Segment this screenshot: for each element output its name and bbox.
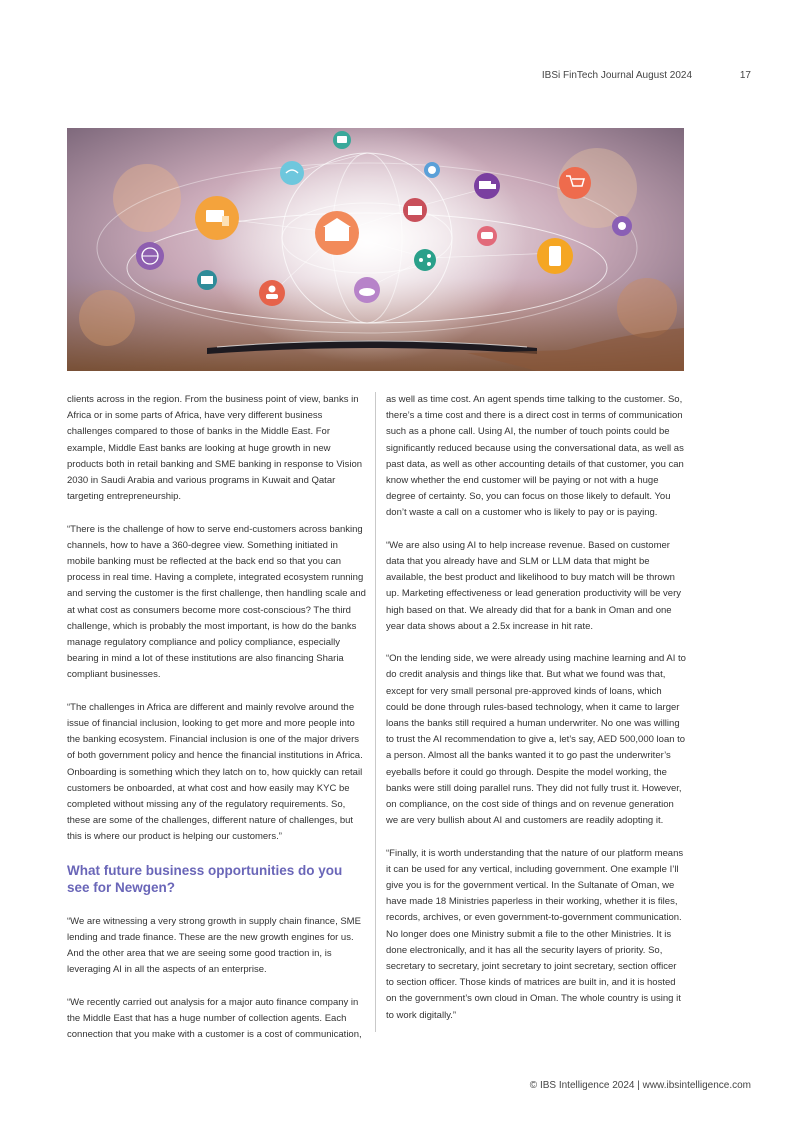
- cloud-icon: [354, 277, 380, 303]
- page-number: 17: [739, 70, 751, 81]
- column-divider: [375, 392, 376, 1032]
- devices-icon: [195, 196, 239, 240]
- chat-icon: [477, 226, 497, 246]
- journal-title: IBSi FinTech Journal August 2024: [541, 70, 692, 81]
- page-header: [0, 70, 800, 84]
- globe-icon: [136, 242, 164, 270]
- user-icon: [259, 280, 285, 306]
- cart-icon: [559, 167, 591, 199]
- paragraph: “There is the challenge of how to serve end-customers across banking channels, how to have a 360-degree view. Something initiated in mobile banking must be reflected at the back end so that you can process in real time. Having a complete, integrated ecosystem running and serving the customer is the first challenge, then handling scale and at what cost as consumers become more cost-conscious? The third challenge, which is probably the most important, is how do the banks manage regulatory compliance and policy compliance, especially bearing in mind a lot of these institutions are also financing Sharia compliant businesses.: [67, 523, 366, 681]
- bank-icon: [315, 211, 359, 255]
- paragraph: “On the lending side, we were already using machine learning and AI to do credit analysis and things like that. But what we found was that, except for very small personal pre-approved kinds of loans, which could be done through rules-based technology, when it came to larger loans the banks still required a human underwriter. No one was willing to trust the AI recommendation to give a, let’s say, AED 500,000 loan to a person. Almost all the banks wanted it to go past the underwriter’s eyeballs before it could go through. Despite the model working, the banks were still doing parallel runs. They did not fully trust it. However, on compliance, on the cost side of things and on revenue generation we are very bullish about AI and customers are readily adopting it.: [386, 653, 686, 827]
- mail-icon: [197, 270, 217, 290]
- paragraph: “We are also using AI to help increase revenue. Based on customer data that you already have and SLM or LLM data that might be available, the best product and likelihood to buy match will be thrown up. Marketing effectiveness or lead generation productivity will be very high based on that. We already did that for a bank in Oman and one year data shows about a 2.5x increase in hit rate.: [386, 539, 682, 632]
- paragraph: “Finally, it is worth understanding that the nature of our platform means it can be used for any vertical, including government. One example I’ll give you is for the government vertical. In the Sultanate of Oman, we have made 18 Ministries paperless in their working, whether it is files, records, archives, or even government-to-government communication. No longer does one Ministry submit a file to the other Ministries. It is done electronically, and it has all the security layers of priority. So, secretary to secretary, joint secretary to joint secretary, section officer to section officer. Those kinds of matrices are built in, and it is hosted on the government’s own cloud in Oman. The whole country is using it to work digitally.”: [386, 847, 684, 1021]
- page-footer: © IBS Intelligence 2024 | www.ibsintelligence.com: [529, 1080, 751, 1091]
- hero-image: [67, 128, 684, 371]
- paragraph: “We are witnessing a very strong growth in supply chain finance, SME lending and trade finance. These are the new growth engines for us. And the other area that we are seeing some good traction in, is leveraging AI in all the aspects of an enterprise.: [67, 915, 361, 976]
- share-icon: [414, 249, 436, 271]
- section-heading: What future business opportunities do you see for Newgen?: [67, 862, 343, 895]
- settings-icon: [612, 216, 632, 236]
- right-column: [386, 392, 686, 1040]
- hero-illustration: [67, 128, 684, 371]
- paragraph: as well as time cost. An agent spends time talking to the customer. So, there’s a time cost and there is a direct cost in terms of communication such as a phone call. Using AI, the number of touch points could be significantly reduced because using the conversational data, as well as past data, as well as other accounting details of that customer, you can know whether the end customer will be paying or not with a huge degree of certainty. So, you can focus on those likely to default. You don’t waste a call on a customer who is likely to pay or is paying.: [386, 394, 684, 519]
- paragraph: “The challenges in Africa are different and mainly revolve around the issue of financial inclusion, looking to get more and more people into the banking ecosystem. Financial inclusion is one of the major drivers of both government policy and hence the financial institutions in Africa. Onboarding is something which they latch on to, how quickly can retail customers be onboarded, at what cost and how easily may KYC be completed without missing any of the regulatory requirements. So, these are some of the challenges, different nature of challenges, but this is where our product is helping our customers.”: [67, 701, 363, 843]
- card-icon: [403, 198, 427, 222]
- phone-icon: [537, 238, 573, 274]
- paragraph: “We recently carried out analysis for a major auto finance company in the Middle East that has a huge number of collection agents. Each connection that you make with a customer is a cost of communication,: [67, 996, 362, 1041]
- truck-icon: [474, 173, 500, 199]
- clock-icon: [424, 162, 440, 178]
- monitor-icon: [333, 131, 351, 149]
- wifi-icon: [280, 161, 304, 185]
- left-column: [67, 392, 367, 1060]
- paragraph: clients across in the region. From the business point of view, banks in Africa or in some parts of Africa, have very different business challenges compared to those of banks in the Middle East. For example, Middle East banks are looking at huge growth in new products both in retail banking and SME banking in response to Vision 2030 in Saudi Arabia and various programs in Kuwait and Qatar targeting entrepreneurship.: [67, 394, 363, 503]
